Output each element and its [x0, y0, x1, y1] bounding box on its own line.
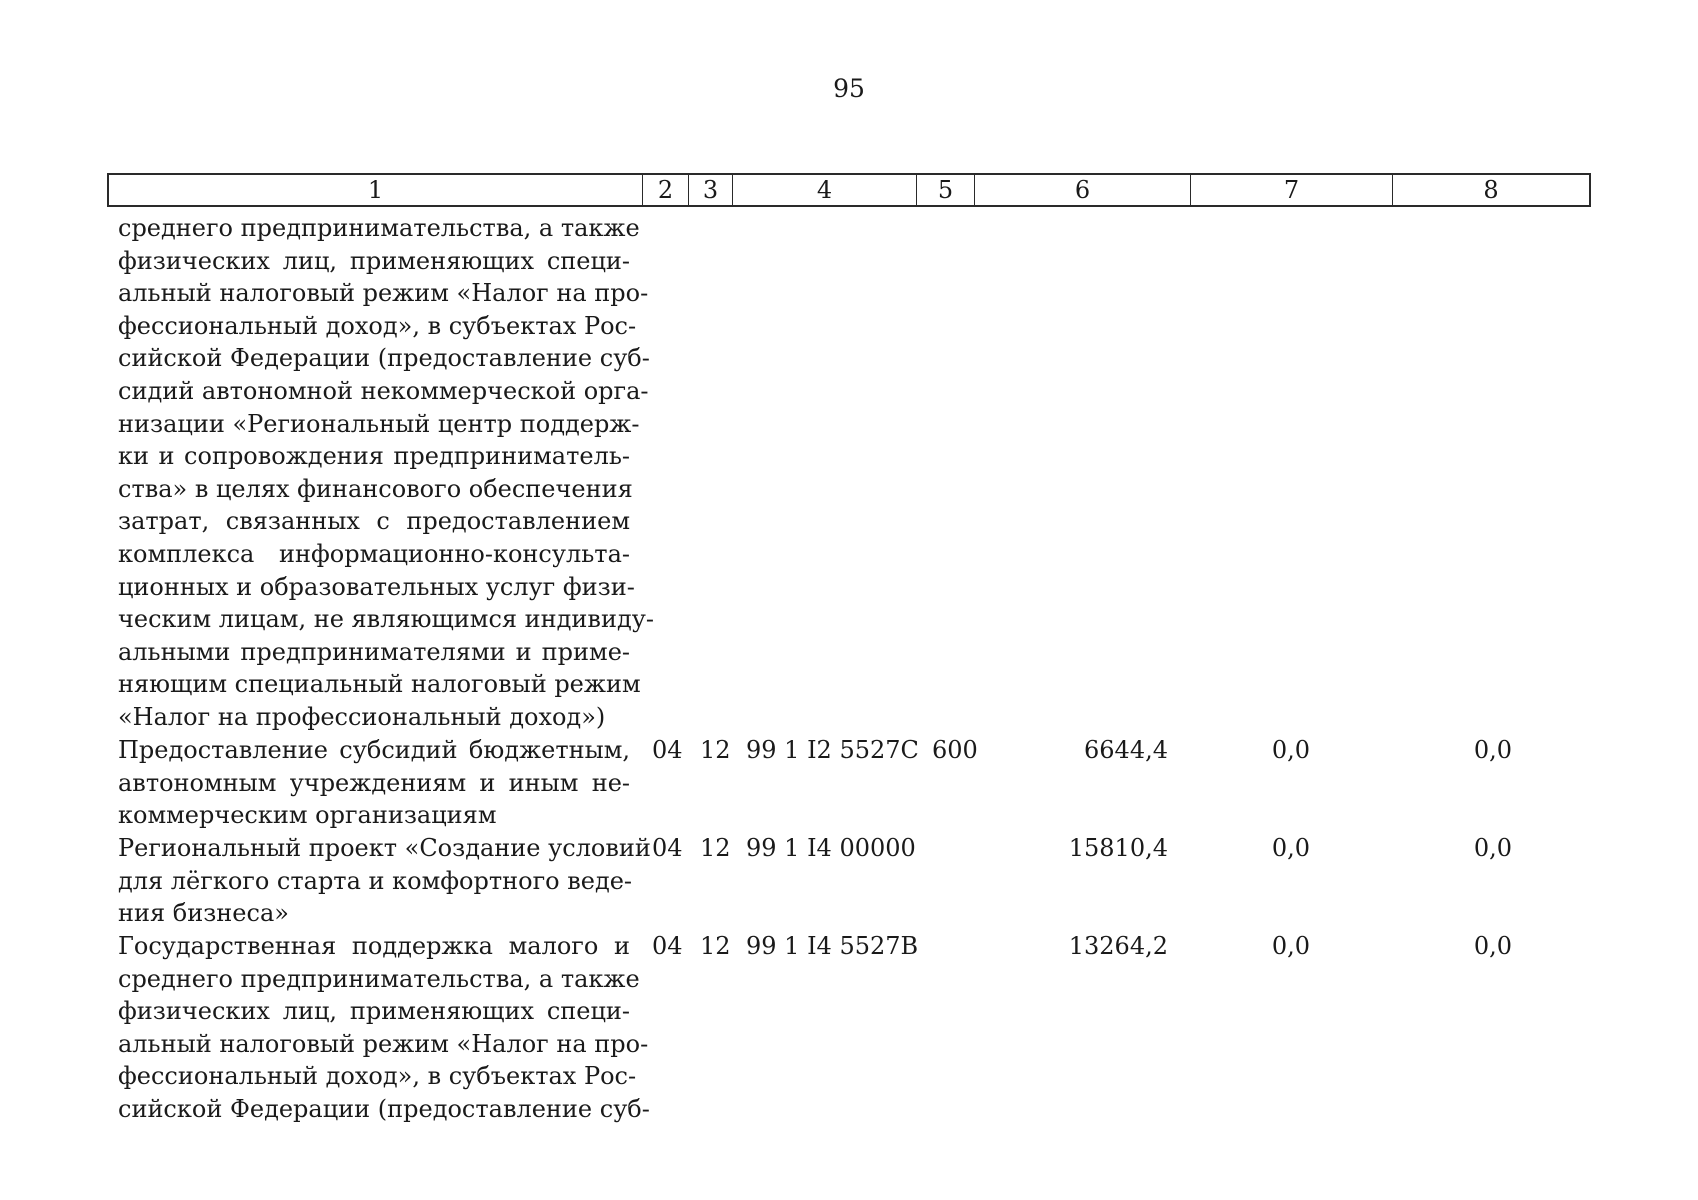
row-description — [118, 832, 651, 930]
cell-target-article: 99 1 I4 5527B — [746, 932, 919, 960]
header-col-3: 3 — [689, 175, 733, 205]
desc-line: физических лиц, применяющих специ- — [118, 997, 630, 1026]
table-header — [107, 173, 1591, 207]
desc-line: коммерческим организациям — [118, 801, 497, 830]
desc-line: фессиональный доход», в субъектах Рос- — [118, 1062, 637, 1091]
desc-line: сидий автономной некоммерческой орга- — [118, 376, 649, 405]
cell-amount-7: 0,0 — [1271, 932, 1310, 960]
header-col-6: 6 — [975, 175, 1191, 205]
cell-expense-type: 600 — [932, 736, 978, 764]
cell-amount-6: 15810,4 — [1068, 834, 1168, 862]
cell-target-article: 99 1 I2 5527C — [746, 736, 919, 764]
desc-line: «Налог на профессиональный доход») — [118, 702, 606, 731]
desc-line: среднего предпринимательства, а также — [118, 964, 640, 993]
desc-line: ционных и образовательных услуг физи- — [118, 572, 635, 601]
desc-line: комплекса информационно-консульта- — [118, 539, 630, 568]
desc-line: Государственная поддержка малого и — [118, 932, 630, 960]
desc-line: ства» в целях финансового обеспечения — [118, 474, 633, 503]
cell-subsection: 12 — [700, 932, 731, 960]
row-description — [118, 212, 654, 734]
desc-line: няющим специальный налоговый режим — [118, 670, 641, 699]
cell-subsection: 12 — [700, 834, 731, 862]
header-col-8: 8 — [1483, 176, 1499, 204]
desc-line: фессиональный доход», в субъектах Рос- — [118, 311, 637, 340]
cell-amount-7: 0,0 — [1271, 736, 1310, 764]
cell-amount-8: 0,0 — [1473, 736, 1512, 764]
header-col-5: 5 — [917, 175, 975, 205]
cell-amount-7: 0,0 — [1271, 834, 1310, 862]
desc-line: автономным учреждениям и иным не- — [118, 768, 630, 797]
desc-line: Предоставление субсидий бюджетным, — [118, 736, 630, 764]
cell-section: 04 — [652, 736, 683, 764]
desc-line: среднего предпринимательства, а также — [118, 214, 640, 242]
header-col-4: 4 — [733, 175, 917, 205]
desc-line: сийской Федерации (предоставление суб- — [118, 1094, 650, 1123]
cell-section: 04 — [652, 834, 683, 862]
page-number: 95 — [833, 74, 865, 103]
row-description — [118, 930, 650, 1126]
header-col-2: 2 — [643, 175, 689, 205]
desc-line: альный налоговый режим «Налог на про- — [118, 1029, 649, 1058]
desc-line: альными предпринимателями и приме- — [118, 637, 630, 666]
cell-subsection: 12 — [700, 736, 731, 764]
desc-line: затрат, связанных с предоставлением — [118, 507, 630, 536]
cell-amount-6: 13264,2 — [1068, 932, 1168, 960]
cell-amount-8: 0,0 — [1473, 932, 1512, 960]
desc-line: альный налоговый режим «Налог на про- — [118, 279, 649, 308]
desc-line: ки и сопровождения предприниматель- — [118, 442, 630, 471]
desc-line: ния бизнеса» — [118, 899, 289, 928]
desc-line: Региональный проект «Создание условий — [118, 834, 651, 862]
desc-line: сийской Федерации (предоставление суб- — [118, 344, 650, 373]
row-description — [118, 734, 630, 832]
header-col-1: 1 — [109, 175, 643, 205]
desc-line: низации «Региональный центр поддерж- — [118, 409, 640, 438]
header-col-7: 7 — [1191, 175, 1393, 205]
cell-target-article: 99 1 I4 00000 — [746, 834, 916, 862]
desc-line: физических лиц, применяющих специ- — [118, 246, 630, 275]
desc-line: для лёгкого старта и комфортного веде- — [118, 866, 633, 895]
cell-amount-6: 6644,4 — [1084, 736, 1168, 764]
desc-line: ческим лицам, не являющимся индивиду- — [118, 605, 654, 634]
cell-amount-8: 0,0 — [1473, 834, 1512, 862]
cell-section: 04 — [652, 932, 683, 960]
